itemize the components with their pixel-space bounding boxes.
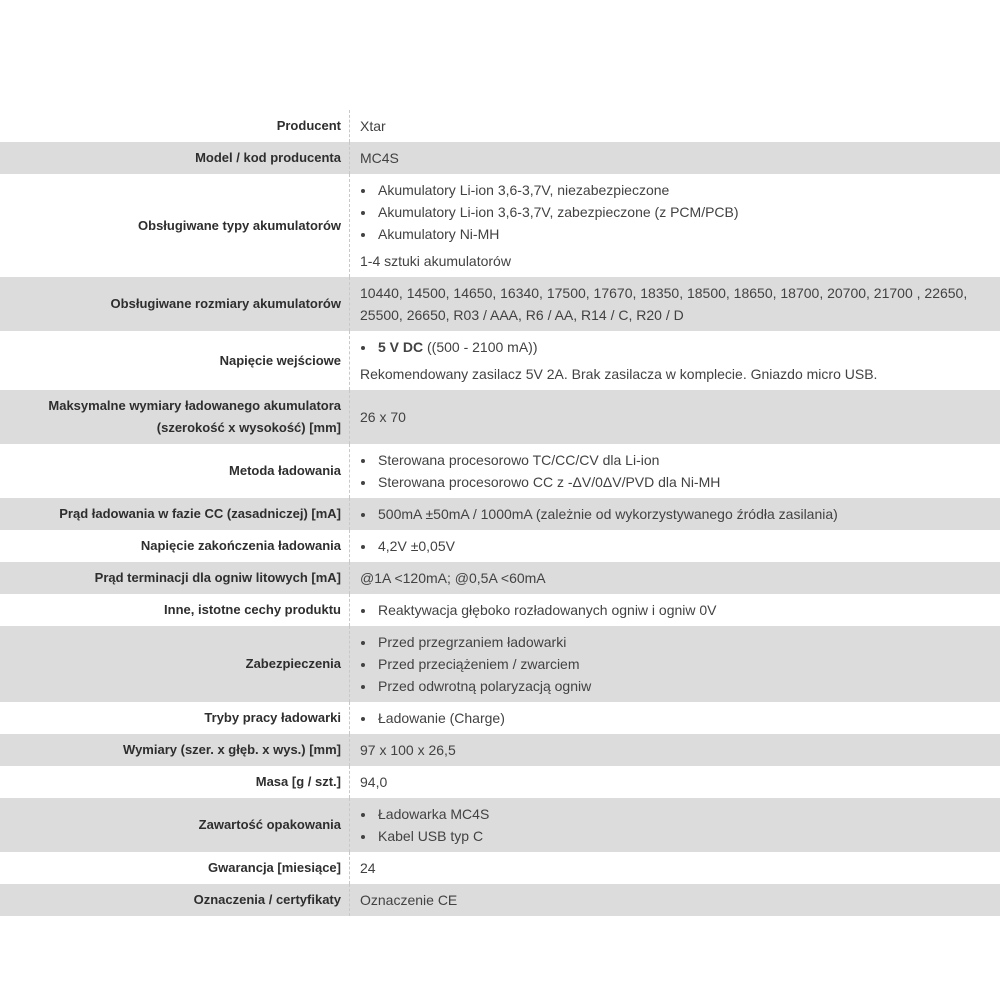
value-text: MC4S — [360, 150, 399, 166]
spec-row — [0, 562, 1000, 594]
value-text: 1-4 sztuki akumulatorów — [360, 253, 511, 269]
row-value — [349, 852, 1000, 884]
row-value — [349, 702, 1000, 734]
value-text: @1A <120mA; @0,5A <60mA — [360, 570, 546, 586]
row-value — [349, 626, 1000, 702]
spec-row — [0, 331, 1000, 390]
row-label: Oznaczenia / certyfikaty — [193, 892, 341, 907]
row-label: Obsługiwane rozmiary akumulatorów — [110, 296, 341, 311]
spec-row — [0, 594, 1000, 626]
spec-row — [0, 734, 1000, 766]
value-text: 10440, 14500, 14650, 16340, 17500, 17670, 18350, 18500, 18650, 18700, 20700, 21700 , 22650, 25500, 26650, R03 / AAA, R6 / AA, R14 / C, R20 / D — [360, 285, 968, 323]
spec-row — [0, 277, 1000, 331]
row-value — [349, 734, 1000, 766]
value-text: Rekomendowany zasilacz 5V 2A. Brak zasilacza w komplecie. Gniazdo micro USB. — [360, 366, 878, 382]
row-label: Prąd terminacji dla ogniw litowych [mA] — [94, 570, 341, 585]
row-value — [349, 562, 1000, 594]
spec-table — [0, 110, 1000, 916]
spec-row — [0, 498, 1000, 530]
row-label: Napięcie wejściowe — [219, 352, 341, 368]
bullet-item: • Przed odwrotną polaryzacją ogniw — [376, 675, 990, 697]
bullet-item: • Akumulatory Li-ion 3,6-3,7V, niezabezpieczone — [376, 179, 990, 201]
row-value — [349, 277, 1000, 331]
bullet-item: • Akumulatory Li-ion 3,6-3,7V, zabezpieczone (z PCM/PCB) — [376, 201, 990, 223]
spec-row — [0, 852, 1000, 884]
row-value — [349, 142, 1000, 174]
bullet-list — [360, 535, 990, 557]
row-value — [349, 331, 1000, 390]
bullet-list — [360, 179, 990, 245]
bullet-list — [360, 599, 990, 621]
row-value — [349, 390, 1000, 444]
spec-row — [0, 884, 1000, 916]
value-text: Xtar — [360, 118, 386, 134]
row-label: Maksymalne wymiary ładowanego akumulatora (szerokość x wysokość) [mm] — [48, 398, 341, 435]
spec-row — [0, 766, 1000, 798]
bullet-item: • Kabel USB typ C — [376, 825, 990, 847]
bullet-item: • Przed przegrzaniem ładowarki — [376, 631, 990, 653]
value-text: 97 x 100 x 26,5 — [360, 742, 456, 758]
row-value — [349, 766, 1000, 798]
row-label: Inne, istotne cechy produktu — [164, 602, 341, 617]
spec-row — [0, 174, 1000, 277]
bullet-list — [360, 631, 990, 697]
spec-row — [0, 798, 1000, 852]
row-label: Obsługiwane typy akumulatorów — [138, 217, 341, 233]
bullet-list — [360, 503, 990, 525]
value-text: 26 x 70 — [360, 409, 406, 425]
bullet-item-text: ((500 - 2100 mA)) — [423, 339, 538, 355]
bullet-item: • Reaktywacja głęboko rozładowanych ogniw i ogniw 0V — [376, 599, 990, 621]
spec-row — [0, 110, 1000, 142]
bullet-item — [376, 336, 990, 358]
row-label: Prąd ładowania w fazie CC (zasadniczej) [mA] — [59, 506, 341, 521]
spec-row — [0, 530, 1000, 562]
value-text: 24 — [360, 860, 376, 876]
spec-row — [0, 702, 1000, 734]
bullet-list — [360, 707, 990, 729]
row-label: Producent — [276, 118, 341, 133]
row-label: Metoda ładowania — [229, 463, 341, 478]
spec-row — [0, 142, 1000, 174]
row-label: Napięcie zakończenia ładowania — [140, 538, 341, 553]
row-label: Gwarancja [miesiące] — [208, 860, 341, 875]
row-value — [349, 530, 1000, 562]
row-value — [349, 798, 1000, 852]
row-value — [349, 444, 1000, 498]
row-value — [349, 884, 1000, 916]
bullet-item: • 500mA ±50mA / 1000mA (zależnie od wykorzystywanego źródła zasilania) — [376, 503, 990, 525]
row-label: Tryby pracy ładowarki — [204, 710, 341, 725]
bullet-item: • Sterowana procesorowo CC z -ΔV/0ΔV/PVD dla Ni-MH — [376, 471, 990, 493]
spec-row — [0, 444, 1000, 498]
row-label: Model / kod producenta — [195, 150, 341, 165]
bullet-list — [360, 449, 990, 493]
row-value — [349, 594, 1000, 626]
row-value — [349, 110, 1000, 142]
bullet-item: • Przed przeciążeniem / zwarciem — [376, 653, 990, 675]
row-value — [349, 498, 1000, 530]
row-label: Zabezpieczenia — [245, 656, 341, 671]
spec-row — [0, 390, 1000, 444]
bullet-item: • Akumulatory Ni-MH — [376, 223, 990, 245]
bullet-list — [360, 336, 990, 358]
bullet-item-bold-part: 5 V DC — [378, 339, 424, 355]
row-value — [349, 174, 1000, 277]
value-text: 94,0 — [360, 774, 388, 790]
bullet-list — [360, 803, 990, 847]
bullet-item: • 4,2V ±0,05V — [376, 535, 990, 557]
bullet-item: • Ładowanie (Charge) — [376, 707, 990, 729]
bullet-item: • Sterowana procesorowo TC/CC/CV dla Li-ion — [376, 449, 990, 471]
row-label: Masa [g / szt.] — [255, 774, 341, 789]
row-label: Wymiary (szer. x głęb. x wys.) [mm] — [123, 742, 341, 757]
spec-row — [0, 626, 1000, 702]
row-label: Zawartość opakowania — [198, 817, 341, 832]
value-text: Oznaczenie CE — [360, 892, 458, 908]
bullet-item: • Ładowarka MC4S — [376, 803, 990, 825]
